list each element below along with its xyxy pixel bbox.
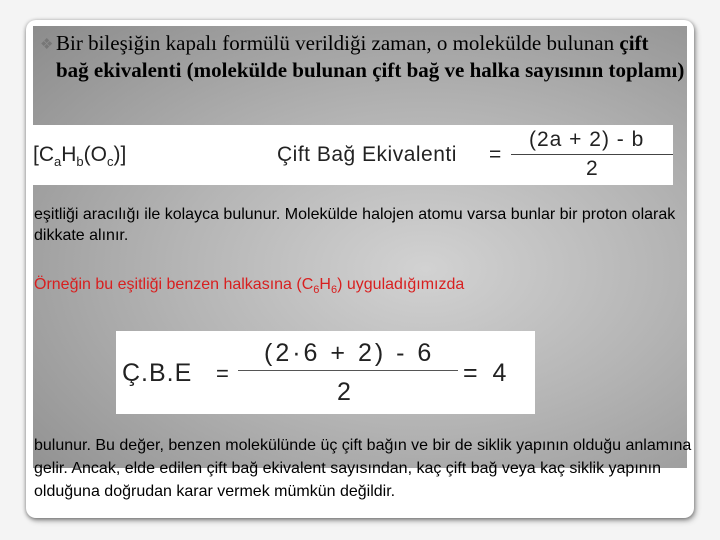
formula-result: = 4 [463,359,511,387]
formula-denominator: 2 [586,157,598,180]
formula-numerator: (2a + 2) - b [529,128,645,151]
formula-numerator: (2·6 + 2) - 6 [264,339,435,367]
fraction-line [511,154,673,155]
slide-heading [40,30,686,84]
formula-denominator: 2 [337,378,351,406]
heading-bold-text: çift bağ ekivalenti (molekülde bulunan çift bağ ve halka sayısının toplamı) [56,31,685,82]
fraction-line [238,370,458,371]
bullet-icon: ❖ [40,37,54,53]
heading-text: Bir bileşiğin kapalı formülü verildiği zaman, o molekülde bulunan [56,31,620,55]
compound-formula: $[C_aH_b(O_c)]$ [33,143,127,170]
explanation-paragraph: eşitliği aracılığı ile kolayca bulunur. Molekülde halojen atomu varsa bunlar bir proton olarak dikkate alınır. [34,206,676,244]
equals-sign: = [216,361,229,386]
benzene-formula-box [116,331,535,414]
equals-sign: = [489,143,502,166]
general-formula-box [33,125,673,185]
formula-label: Çift Bağ Ekivalenti [277,143,457,166]
example-paragraph: Örneğin bu eşitliği benzen halkasına $(C_6H_6)$ uyguladığımızda [34,276,465,297]
conclusion-paragraph: bulunur. Bu değer, benzen molekülünde üç çift bağın ve bir de siklik yapının olduğu anlamına gelir. Ancak, elde edilen çift bağ ekivalent sayısından, kaç çift bağ veya kaç siklik yapının olduğuna doğrudan karar vermek mümkün değildir. [34,437,692,500]
cbe-label: Ç.B.E [122,359,193,387]
